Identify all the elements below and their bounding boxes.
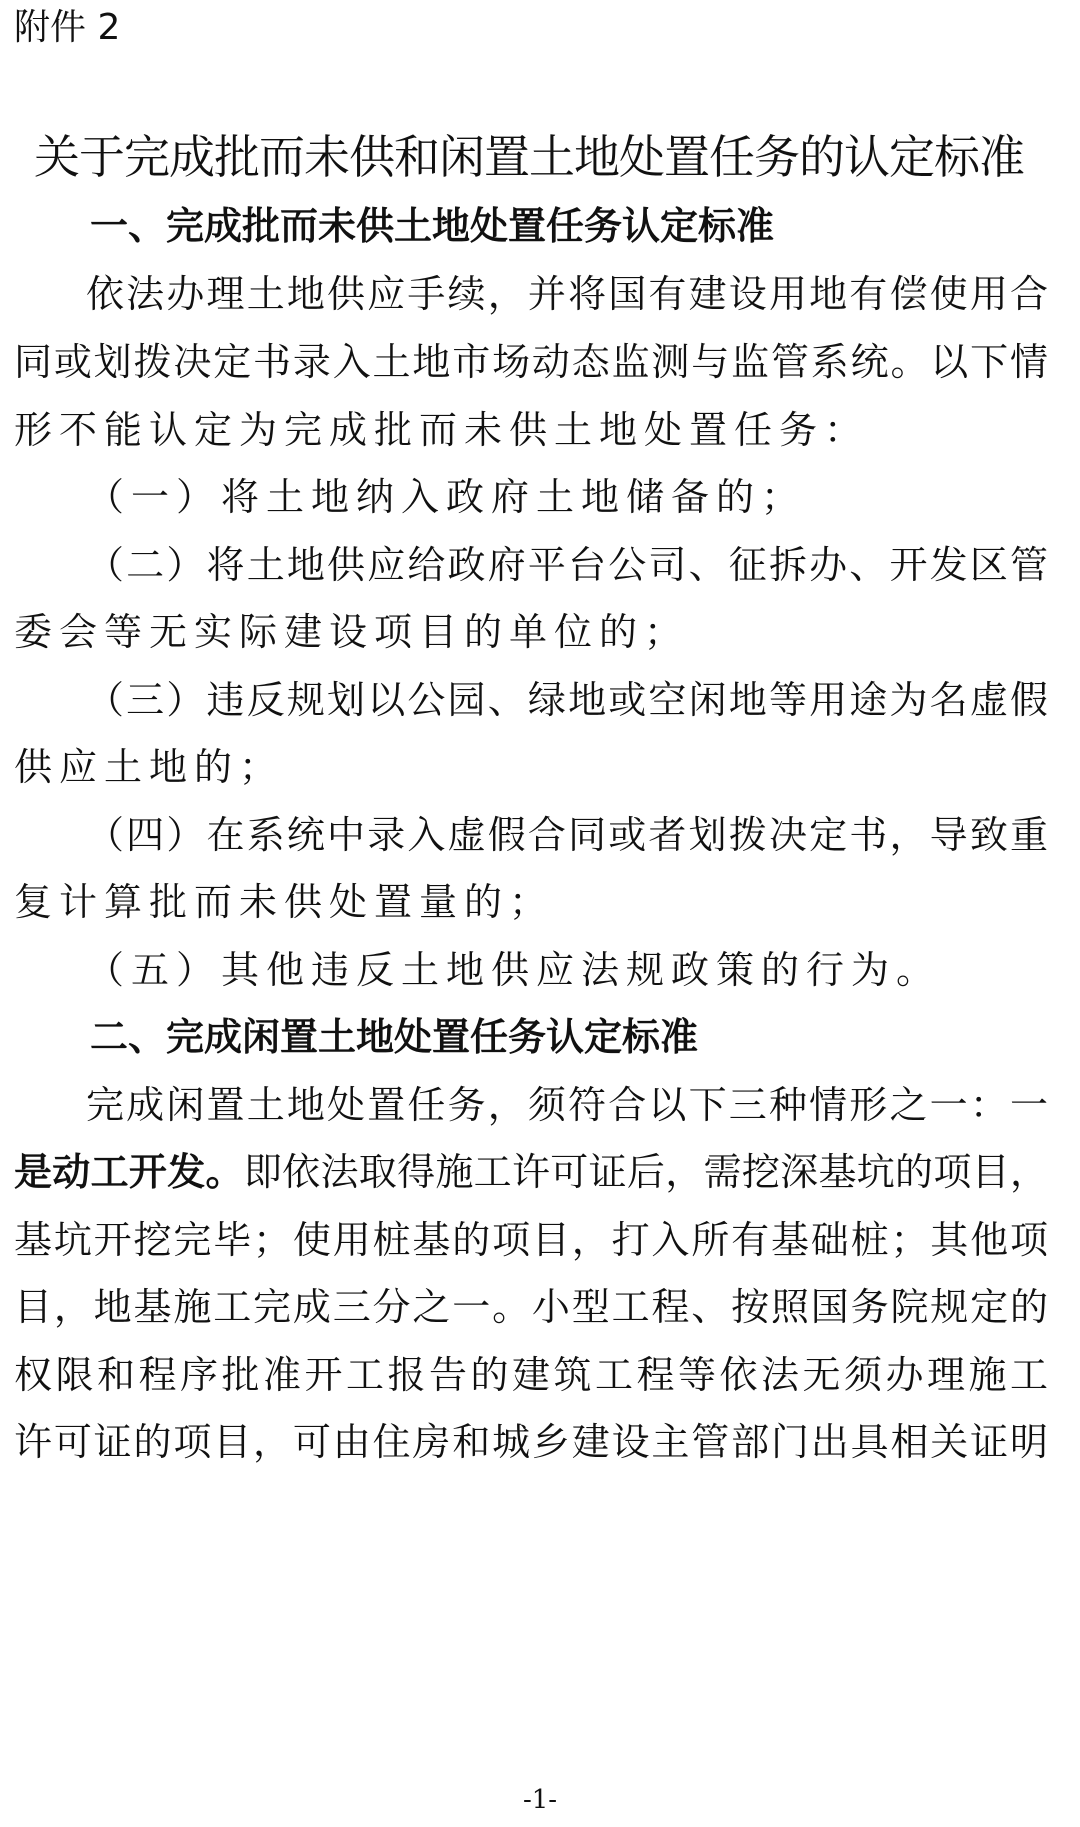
document-title: 关于完成批而未供和闲置土地处置任务的认定标准 (34, 130, 1024, 184)
paragraph-line: 基坑开挖完毕；使用桩基的项目，打入所有基础桩；其他项 (14, 1218, 1048, 1262)
list-item-3: （三）违反规划以公园、绿地或空闲地等用途为名虚假 (86, 678, 1048, 722)
list-item-3-continued: 供应土地的； (14, 745, 285, 789)
paragraph-line: 权限和程序批准开工报告的建筑工程等依法无须办理施工 (14, 1353, 1048, 1397)
paragraph-line (14, 1144, 1048, 1200)
emphasis-text: 是动工开发。 (14, 1150, 244, 1194)
page-number: -1- (522, 1785, 558, 1815)
list-item-2: （二）将土地供应给政府平台公司、征拆办、开发区管 (86, 543, 1048, 587)
list-item-2-continued: 委会等无实际建设项目的单位的； (14, 610, 690, 654)
paragraph-line: 同或划拨决定书录入土地市场动态监测与监管系统。以下情 (14, 340, 1048, 384)
list-item-4: （四）在系统中录入虚假合同或者划拨决定书，导致重 (86, 813, 1048, 857)
paragraph-line: 目，地基施工完成三分之一。小型工程、按照国务院规定的 (14, 1285, 1048, 1329)
list-item-5: （五）其他违反土地供应法规政策的行为。 (86, 948, 942, 992)
section-2-heading: 二、完成闲置土地处置任务认定标准 (90, 1015, 699, 1059)
attachment-label: 附件 2 (14, 7, 121, 48)
paragraph-line: 依法办理土地供应手续，并将国有建设用地有偿使用合 (86, 272, 1048, 316)
paragraph-line: 完成闲置土地处置任务，须符合以下三种情形之一：一 (86, 1083, 1048, 1127)
section-1-heading: 一、完成批而未供土地处置任务认定标准 (90, 204, 775, 248)
list-item-1: （一）将土地纳入政府土地储备的； (86, 475, 807, 519)
paragraph-text: 即依法取得施工许可证后，需挖深基坑的项目， (243, 1150, 1048, 1194)
paragraph-line: 许可证的项目，可由住房和城乡建设主管部门出具相关证明 (14, 1420, 1048, 1464)
list-item-4-continued: 复计算批而未供处置量的； (14, 880, 555, 924)
paragraph-line: 形不能认定为完成批而未供土地处置任务： (14, 408, 870, 452)
